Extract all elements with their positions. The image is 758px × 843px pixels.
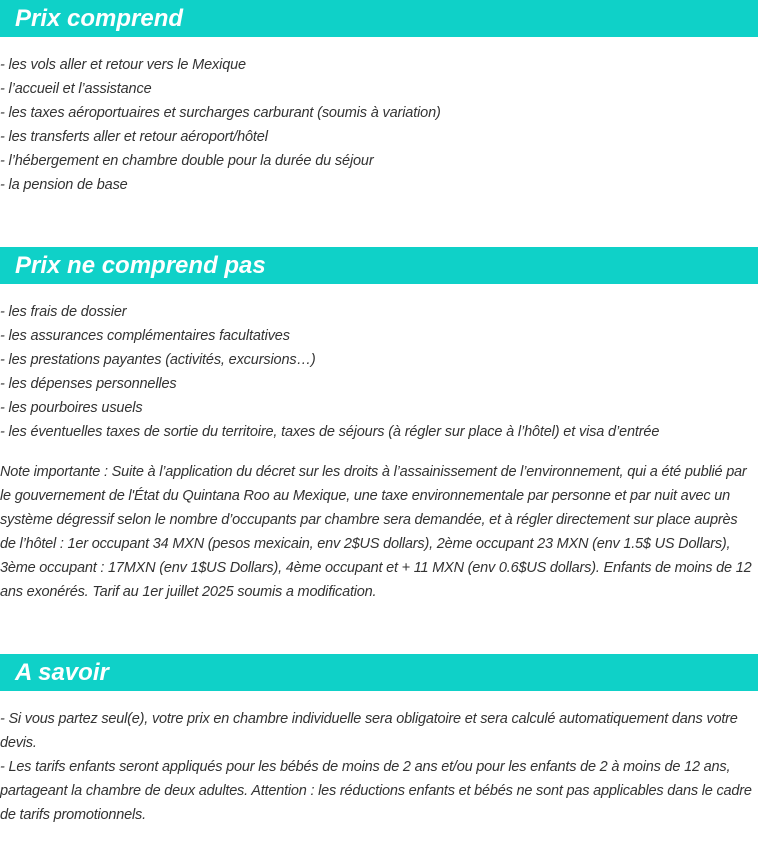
excluded-list: [0, 300, 758, 444]
included-list: [0, 53, 758, 197]
section-header-prix-ne-comprend-pas: [0, 247, 758, 284]
info-paragraph-child-rates: - Les tarifs enfants seront appliqués pour les bébés de moins de 2 ans et/ou pour les enfants de 2 à moins de 12 ans, partageant la chambre de deux adultes. Attention : les réductions enfants et bébés ne sont pas applicables dans le cadre de tarifs promotionnels.: [0, 759, 752, 823]
list-item: - les vols aller et retour vers le Mexique: [0, 57, 246, 73]
list-item: - les assurances complémentaires facultatives: [0, 328, 290, 344]
list-item: - la pension de base: [0, 177, 128, 193]
list-item: - les éventuelles taxes de sortie du territoire, taxes de séjours (à régler sur place à l’hôtel) et visa d’entrée: [0, 424, 660, 440]
list-item: - l’accueil et l’assistance: [0, 81, 152, 97]
section-title: Prix ne comprend pas: [15, 252, 266, 279]
list-item: - les pourboires usuels: [0, 400, 143, 416]
list-item: - les prestations payantes (activités, excursions…): [0, 352, 316, 368]
list-item: - les dépenses personnelles: [0, 376, 177, 392]
section-header-prix-comprend: [0, 0, 758, 37]
section-header-a-savoir: [0, 654, 758, 691]
list-item: - les transferts aller et retour aéroport/hôtel: [0, 129, 268, 145]
important-note: Note importante : Suite à l’application du décret sur les droits à l’assainissement de l’environnement, qui a été publié par le gouvernement de l'État du Quintana Roo au Mexique, une taxe environnementale par personne et par nuit avec un système dégressif selon le nombre d’occupants par chambre sera demandée, et à régler directement sur place auprès de l’hôtel : 1er occupant 34 MXN (pesos mexicain, env 2$US dollars), 2ème occupant 23 MXN (env 1.5$ US Dollars), 3ème occupant : 17MXN (env 1$US Dollars), 4ème occupant et + 11 MXN (env 0.6$US dollars). Enfants de moins de 12 ans exonérés. Tarif au 1er juillet 2025 soumis a modification.: [0, 464, 752, 600]
list-item: - les taxes aéroportuaires et surcharges carburant (soumis à variation): [0, 105, 441, 121]
list-item: - l’hébergement en chambre double pour la durée du séjour: [0, 153, 374, 169]
list-item: - les frais de dossier: [0, 304, 127, 320]
section-title: A savoir: [15, 659, 109, 686]
info-paragraph-single-room: - Si vous partez seul(e), votre prix en chambre individuelle sera obligatoire et sera calculé automatiquement dans votre devis.: [0, 711, 738, 751]
section-title: Prix comprend: [15, 5, 184, 32]
